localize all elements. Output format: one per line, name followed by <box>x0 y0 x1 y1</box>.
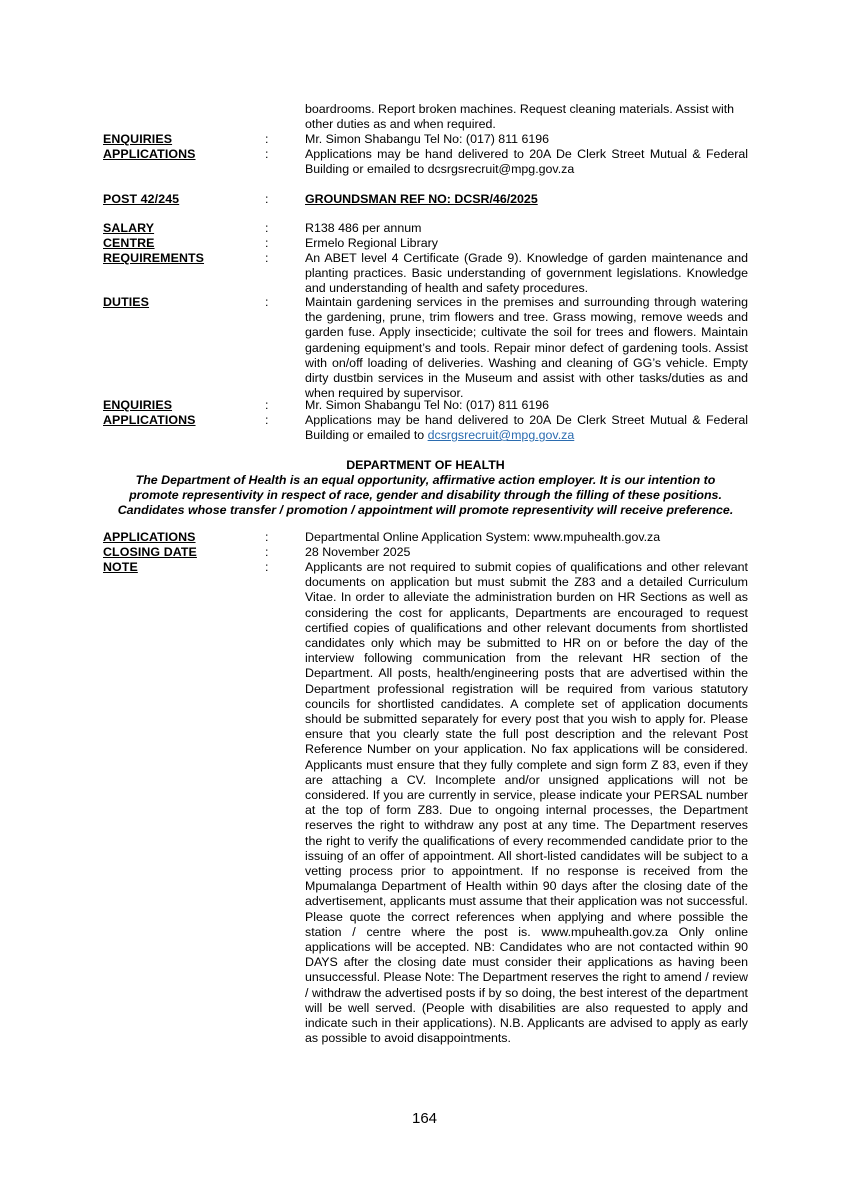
applications-value <box>305 413 748 443</box>
requirements-label: REQUIREMENTS <box>103 251 205 265</box>
colon: : <box>265 132 269 146</box>
enquiries-value: Mr. Simon Shabangu Tel No: (017) 811 6196 <box>305 398 550 412</box>
requirements-value: An ABET level 4 Certificate (Grade 9). Knowledge of garden maintenance and planting practices. Basic understanding of government legislations. Knowledge and understanding of health and safety procedures. <box>305 251 748 296</box>
applications-label: APPLICATIONS <box>103 530 196 544</box>
department-title: DEPARTMENT OF HEALTH <box>346 458 505 472</box>
applications-text: Applications may be hand delivered to 20A De Clerk Street Mutual & Federal Building or emailed to <box>305 413 748 443</box>
salary-label: SALARY <box>103 221 155 235</box>
post-number-label: POST 42/245 <box>103 192 180 206</box>
department-statement-line: Candidates whose transfer / promotion / appointment will promote representivity will receive preference. <box>117 503 734 517</box>
colon: : <box>265 398 269 412</box>
enquiries-value: Mr. Simon Shabangu Tel No: (017) 811 6196 <box>305 132 550 146</box>
colon: : <box>265 295 269 309</box>
page-number: 164 <box>411 1110 438 1127</box>
colon: : <box>265 251 269 265</box>
enquiries-label: ENQUIRIES <box>103 398 173 412</box>
salary-value: R138 486 per annum <box>305 221 422 235</box>
department-statement-line: promote representivity in respect of race, gender and disability through the filling of these positions. <box>129 488 722 502</box>
colon: : <box>265 192 269 206</box>
colon: : <box>265 413 269 427</box>
post-title: GROUNDSMAN REF NO: DCSR/46/2025 <box>305 192 538 206</box>
enquiries-label: ENQUIRIES <box>103 132 173 146</box>
continued-duties-text: boardrooms. Report broken machines. Request cleaning materials. Assist with other duties as and when required. <box>305 102 735 132</box>
centre-label: CENTRE <box>103 236 155 250</box>
centre-value: Ermelo Regional Library <box>305 236 438 250</box>
colon: : <box>265 545 269 559</box>
colon: : <box>265 221 269 235</box>
applications-value: Departmental Online Application System: www.mpuhealth.gov.za <box>305 530 661 544</box>
note-label: NOTE <box>103 560 138 574</box>
colon: : <box>265 530 269 544</box>
email-link[interactable]: dcsrgsrecruit@mpg.gov.za <box>427 428 575 443</box>
duties-label: DUTIES <box>103 295 150 309</box>
colon: : <box>265 147 269 161</box>
duties-value: Maintain gardening services in the premises and surrounding through watering the gardening, prune, trim flowers and tree. Grass mowing, remove weeds and garden fuse. Apply insecticide; cultivate the soil for trees and flowers. Maintain gardening equipment’s and tools. Repair minor defect of gardening tools. Assist with on/off loading of deliveries. Washing and cleaning of GG’s vehicle. Empty dirty dustbin services in the Museum and assist with other tasks/duties as and when required by supervisor. <box>305 295 748 401</box>
department-statement-line: The Department of Health is an equal opportunity, affirmative action employer. It is our intention to <box>135 473 716 487</box>
applications-label: APPLICATIONS <box>103 413 196 427</box>
applications-label: APPLICATIONS <box>103 147 196 161</box>
note-value: Applicants are not required to submit copies of qualifications and other relevant documents on application but must submit the Z83 and a detailed Curriculum Vitae. In order to alleviate the administration burden on HR Sections as well as considering the cost for applicants, Departments are encouraged to request certified copies of qualifications and other relevant documents from shortlisted candidates only which may be submitted to HR on or before the day of the interview following communication from the relevant HR section of the Department. All posts, health/engineering posts that are advertised within the Department professional registration will be required from various statutory councils for shortlisted candidates. A complete set of application documents should be submitted separately for every post that you wish to apply for. Please ensure that you clearly state the full post description and the relevant Post Reference Number on your application. No fax applications will be considered. Applicants must ensure that they fully complete and sign form Z 83, even if they are attaching a CV. Incomplete and/or unsigned applications will not be considered. If you are currently in service, please indicate your PERSAL number at the top of form Z83. Due to ongoing internal processes, the Department reserves the right to withdraw any post at any time. The Department reserves the right to verify the qualifications of every recommended candidate prior to the issuing of an offer of appointment. All short-listed candidates will be subject to a vetting process prior to appointment. If no response is received from the Mpumalanga Department of Health within 90 days after the closing date of the advertisement, applicants must assume that their application was not successful. Please quote the correct references when applying and where possible the station / centre where the post is. www.mpuhealth.gov.za Only online applications will be accepted. NB: Candidates who are not contacted within 90 DAYS after the closing date must consider their applications as having been unsuccessful. Please Note: The Department reserves the right to amend / review / withdraw the advertised posts if by so doing, the best interest of the department will be well served. (People with disabilities are also requested to apply and indicate such in their applications). N.B. Applicants are advised to apply as early as possible to avoid disappointments. <box>305 560 748 1046</box>
colon: : <box>265 236 269 250</box>
applications-value: Applications may be hand delivered to 20A De Clerk Street Mutual & Federal Building or emailed to dcsrgsrecruit@mpg.gov.za <box>305 147 748 177</box>
closing-date-value: 28 November 2025 <box>305 545 411 559</box>
closing-date-label: CLOSING DATE <box>103 545 197 559</box>
colon: : <box>265 560 269 574</box>
